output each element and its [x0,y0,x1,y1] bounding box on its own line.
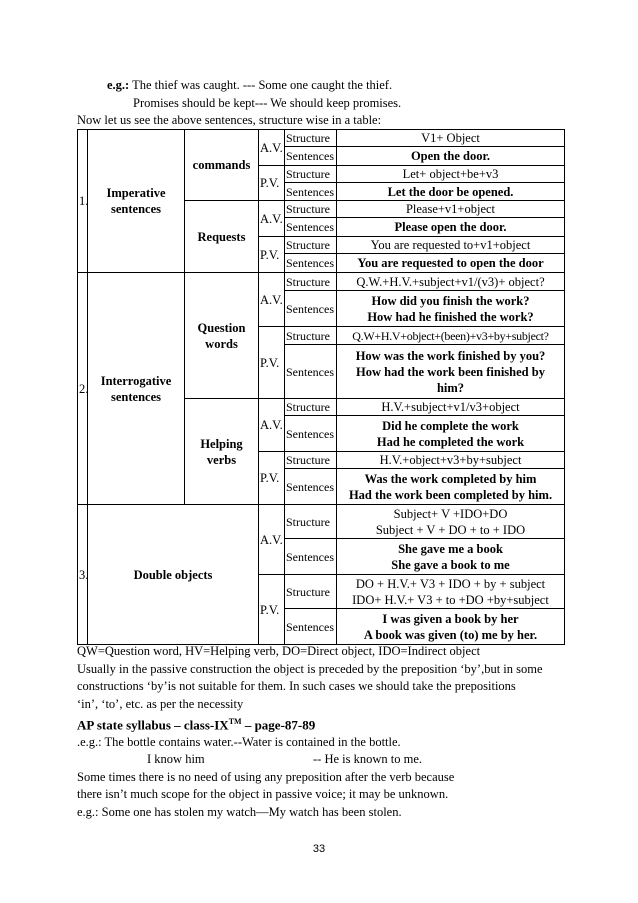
structure-label: Structure [285,237,337,254]
sentence-value [337,416,565,452]
example-part: I know him [147,752,205,767]
sentence-value [337,539,565,575]
paragraph-line: constructions ‘by’is not suitable for them. In such cases we should take the prepositions [77,679,516,693]
structure-label: Structure [285,166,337,183]
sentence-value [337,345,565,399]
sentence-value: You are requested to open the door [337,254,565,273]
structure-value: V1+ Object [337,130,565,147]
sub-question-words: Question words [185,273,259,399]
row-number: 1. [78,130,88,273]
sentence-line: How had he finished the work? [367,309,534,324]
sentence-value: Let the door be opened. [337,183,565,201]
structure-line: IDO+ H.V.+ V3 + to +DO +by+subject [352,592,549,607]
structure-value [337,575,565,609]
intro-text: Now let us see the above sentences, structure wise in a table: [77,113,382,127]
voice-pv: P.V. [259,327,285,399]
structure-label: Structure [285,505,337,539]
voice-av: A.V. [259,130,285,166]
sentence-line: How was the work finished by you? [355,348,546,363]
paragraph-line: there isn’t much scope for the object in passive voice; it may be unknown. [77,787,449,802]
voice-pv: P.V. [259,575,285,645]
structure-value: Please+v1+object [337,201,565,218]
sentence-line: Had the work been completed by him. [348,487,553,502]
sentence-line: How had the work been finished by [356,364,545,379]
sentence-line: She gave a book to me [391,557,510,572]
sentences-label: Sentences [285,539,337,575]
sentences-label: Sentences [285,254,337,273]
sub-helping-verbs: Helping verbs [185,399,259,505]
sentence-line: She gave me a book [398,541,503,556]
structure-label: Structure [285,130,337,147]
paragraph-line: Usually in the passive construction the object is preceded by the preposition ‘by’,but in some [77,661,543,676]
structure-label: Structure [285,273,337,291]
syllabus-sup: TM [228,717,242,726]
voice-pv: P.V. [259,452,285,505]
sentences-label: Sentences [285,218,337,237]
structure-label: Structure [285,327,337,345]
structure-value: Q.W+H.V+object+(been)+v3+by+subject? [337,327,565,345]
syllabus-text: AP state syllabus – class-IX [77,717,229,733]
voice-pv: P.V. [259,166,285,201]
sentences-label: Sentences [285,345,337,399]
sentence-line: Was the work completed by him [364,471,537,486]
sentence-line: How did you finish the work? [371,293,530,308]
sentence-line: him? [436,380,465,395]
structure-line: Subject + V + DO + to + IDO [375,522,526,537]
structure-label: Structure [285,399,337,416]
structure-value: Q.W.+H.V.+subject+v1/(v3)+ object? [337,273,565,291]
row-number: 3. [78,505,88,645]
abbreviations: QW=Question word, HV=Helping verb, DO=Direct object, IDO=Indirect object [77,644,481,658]
sentences-label: Sentences [285,469,337,505]
paragraph-line: ‘in’, ‘to’, etc. as per the necessity [77,696,244,711]
sentences-label: Sentences [285,291,337,327]
example-line: .e.g.: The bottle contains water.--Water is contained in the bottle. [77,734,401,749]
paragraph-line: Some times there is no need of using any preposition after the verb because [77,769,455,784]
sentences-label: Sentences [285,609,337,645]
sentence-line: A book was given (to) me by her. [363,627,538,642]
paragraph-line: e.g.: Some one has stolen my watch—My watch has been stolen. [77,804,402,819]
example-text-1: The thief was caught. --- Some one caught the thief. [129,78,393,92]
sentence-value [337,609,565,645]
voice-av: A.V. [259,201,285,237]
category-double-objects: Double objects [88,505,259,645]
syllabus-pages: – page-87-89 [241,717,316,733]
structure-line: DO + H.V.+ V3 + IDO + by + subject [355,576,546,591]
category-interrogative: Interrogative sentences [88,273,185,505]
sentences-label: Sentences [285,147,337,166]
structure-label: Structure [285,575,337,609]
row-number: 2. [78,273,88,505]
syllabus-heading [77,713,577,734]
example-part: -- He is known to me. [313,752,423,767]
sentence-line: Did he complete the work [382,418,519,433]
sentence-value [337,469,565,505]
structure-label: Structure [285,201,337,218]
voice-av: A.V. [259,399,285,452]
sentence-value: Please open the door. [337,218,565,237]
sentence-line: I was given a book by her [382,611,519,626]
structure-value: H.V.+subject+v1/v3+object [337,399,565,416]
structure-value [337,505,565,539]
voice-pv: P.V. [259,237,285,273]
example-line-2: Promises should be kept--- We should keep promises. [133,96,402,110]
structure-value: Let+ object+be+v3 [337,166,565,183]
sentence-value [337,291,565,327]
example-line [77,751,577,769]
voice-av: A.V. [259,273,285,327]
example-line-1 [107,78,392,93]
sub-requests: Requests [185,201,259,273]
sentences-label: Sentences [285,416,337,452]
structure-value: H.V.+object+v3+by+subject [337,452,565,469]
category-imperative: Imperative sentences [88,130,185,273]
sentences-label: Sentences [285,183,337,201]
sub-commands: commands [185,130,259,201]
structure-line: Subject+ V +IDO+DO [393,506,508,521]
notes-section [77,643,577,821]
structure-label: Structure [285,452,337,469]
eg-label: e.g.: [107,78,130,92]
sentence-value: Open the door. [337,147,565,166]
sentence-line: Had he completed the work [376,434,525,449]
page-number: 33 [312,843,326,855]
structure-table [77,129,565,645]
structure-value: You are requested to+v1+object [337,237,565,254]
voice-av: A.V. [259,505,285,575]
